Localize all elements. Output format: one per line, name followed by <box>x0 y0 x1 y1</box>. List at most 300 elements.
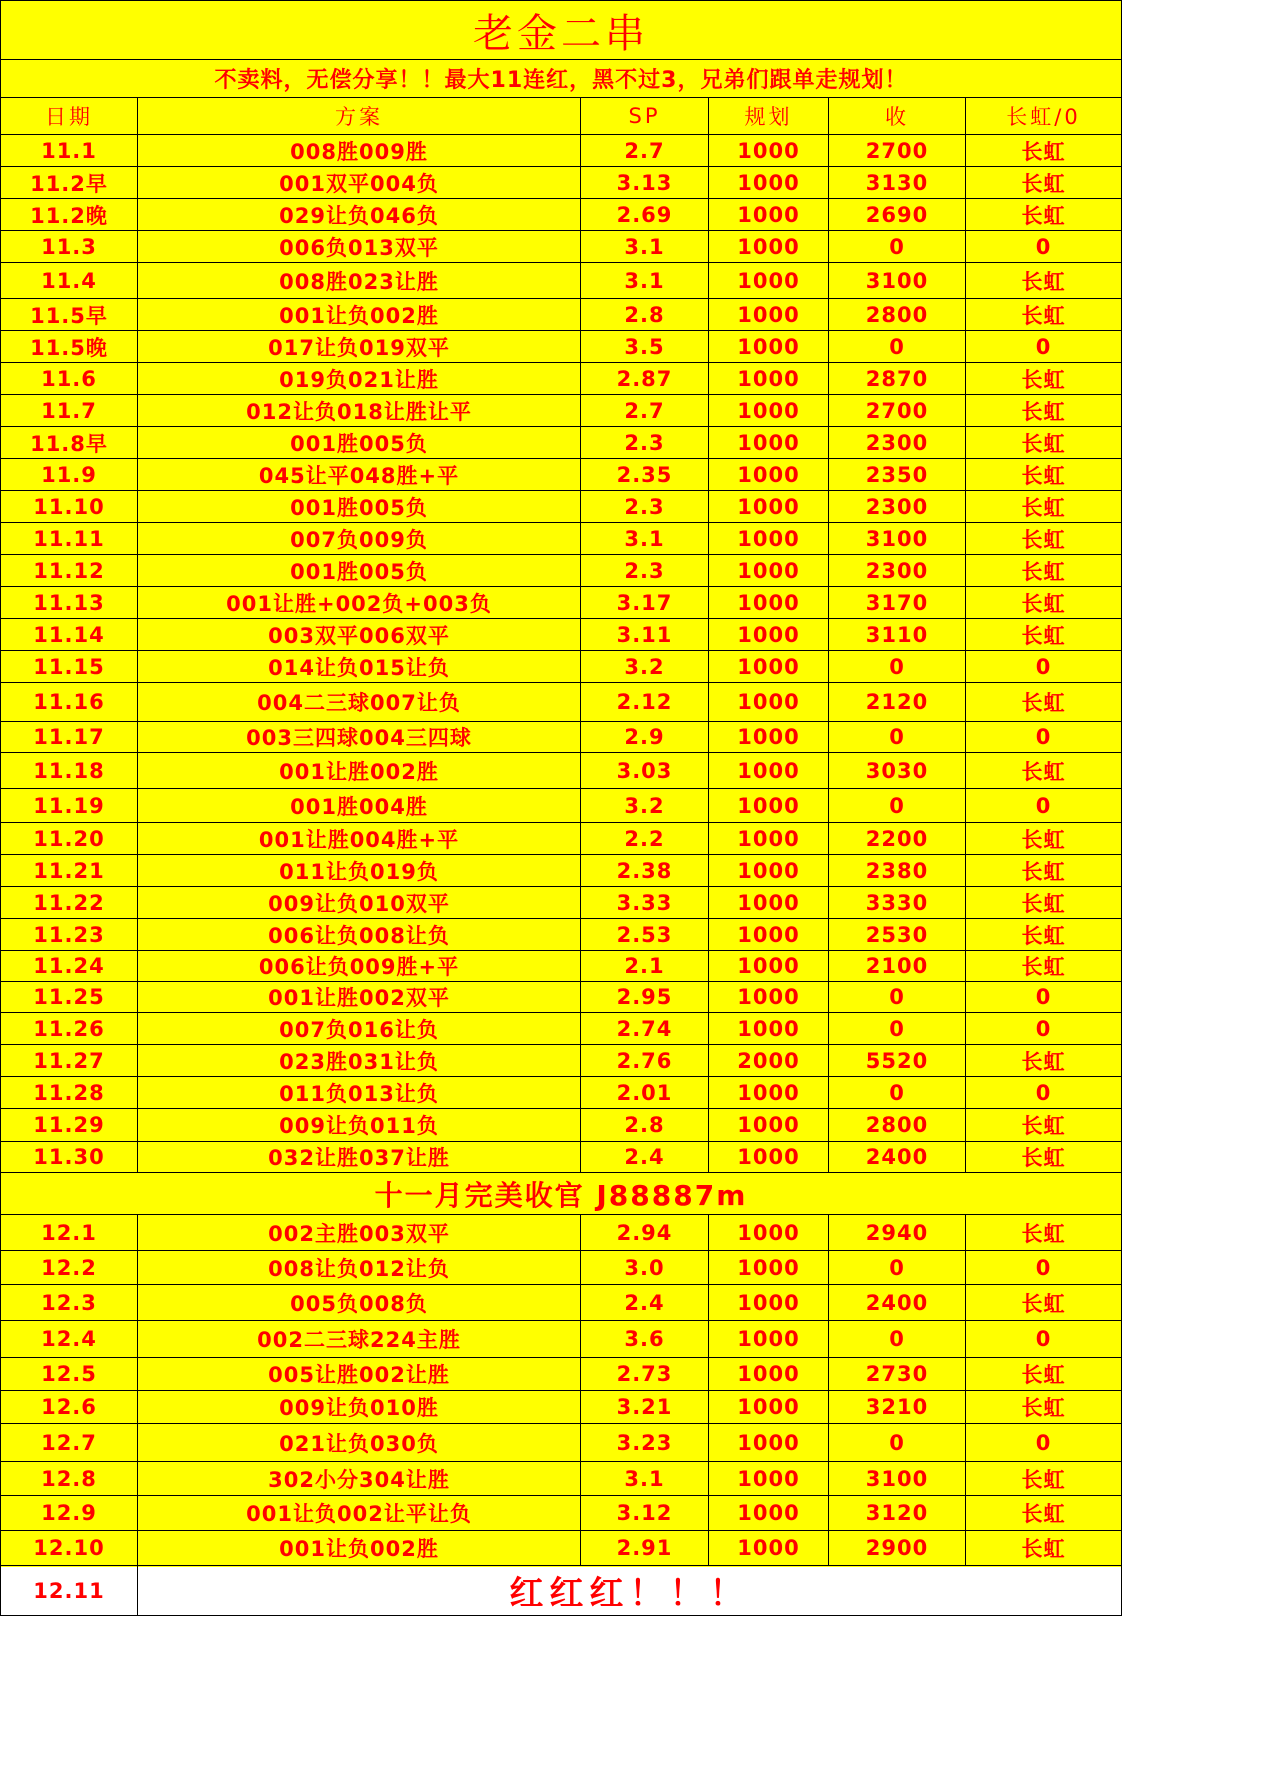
row-sp: 2.87 <box>581 363 709 395</box>
row-sp: 2.12 <box>581 683 709 722</box>
row-date: 11.23 <box>1 919 138 951</box>
row-result: 长虹 <box>966 299 1122 331</box>
row-plan: 001让胜+002负+003负 <box>138 587 581 619</box>
row-plan: 001双平004负 <box>138 167 581 199</box>
row-date: 12.5 <box>1 1358 138 1391</box>
row-date: 11.20 <box>1 823 138 855</box>
row-return: 0 <box>829 1321 966 1358</box>
row-date: 11.7 <box>1 395 138 427</box>
row-sp: 3.17 <box>581 587 709 619</box>
row-plan: 008胜009胜 <box>138 135 581 167</box>
row-date: 12.4 <box>1 1321 138 1358</box>
row-plan: 005让胜002让胜 <box>138 1358 581 1391</box>
row-stake: 1000 <box>709 753 829 789</box>
row-date: 11.29 <box>1 1109 138 1142</box>
row-sp: 3.1 <box>581 523 709 555</box>
row-plan: 045让平048胜+平 <box>138 459 581 491</box>
row-date: 11.2早 <box>1 167 138 199</box>
row-date: 11.11 <box>1 523 138 555</box>
row-date: 11.21 <box>1 855 138 887</box>
row-sp: 2.01 <box>581 1077 709 1109</box>
row-result: 长虹 <box>966 951 1122 982</box>
row-date: 11.22 <box>1 887 138 919</box>
row-return: 3330 <box>829 887 966 919</box>
row-result: 长虹 <box>966 1285 1122 1321</box>
row-plan: 006负013双平 <box>138 231 581 263</box>
table-row <box>1 887 1122 919</box>
row-result: 0 <box>966 1424 1122 1462</box>
row-stake: 1000 <box>709 1251 829 1285</box>
row-result: 长虹 <box>966 523 1122 555</box>
table-row <box>1 919 1122 951</box>
row-date: 11.13 <box>1 587 138 619</box>
row-date: 11.15 <box>1 651 138 683</box>
row-sp: 2.76 <box>581 1045 709 1077</box>
row-stake: 1000 <box>709 199 829 231</box>
row-sp: 3.13 <box>581 167 709 199</box>
row-plan: 003三四球004三四球 <box>138 722 581 753</box>
row-date: 11.16 <box>1 683 138 722</box>
row-date: 12.10 <box>1 1531 138 1566</box>
row-stake: 1000 <box>709 1013 829 1045</box>
row-result: 长虹 <box>966 135 1122 167</box>
row-result: 长虹 <box>966 1109 1122 1142</box>
row-sp: 2.7 <box>581 135 709 167</box>
row-return: 2120 <box>829 683 966 722</box>
row-result: 0 <box>966 722 1122 753</box>
row-plan: 009让负011负 <box>138 1109 581 1142</box>
header-result: 长虹/0 <box>966 98 1122 135</box>
row-sp: 2.74 <box>581 1013 709 1045</box>
row-stake: 1000 <box>709 1424 829 1462</box>
table-row <box>1 459 1122 491</box>
final-cheer: 红红红！！！ <box>138 1566 1122 1616</box>
row-date: 11.24 <box>1 951 138 982</box>
summary-text: 十一月完美收官 <box>374 1178 597 1212</box>
row-date: 11.12 <box>1 555 138 587</box>
table-row <box>1 1462 1122 1496</box>
row-return: 2200 <box>829 823 966 855</box>
row-result: 0 <box>966 231 1122 263</box>
row-date: 11.4 <box>1 263 138 299</box>
row-result: 长虹 <box>966 1045 1122 1077</box>
row-return: 2400 <box>829 1285 966 1321</box>
row-stake: 1000 <box>709 722 829 753</box>
row-plan: 009让负010胜 <box>138 1391 581 1424</box>
row-return: 3170 <box>829 587 966 619</box>
row-stake: 1000 <box>709 1358 829 1391</box>
row-result: 长虹 <box>966 1215 1122 1251</box>
header-date: 日期 <box>1 98 138 135</box>
row-sp: 3.12 <box>581 1496 709 1531</box>
table-row <box>1 587 1122 619</box>
row-return: 0 <box>829 651 966 683</box>
row-plan: 001让胜004胜+平 <box>138 823 581 855</box>
row-sp: 2.3 <box>581 555 709 587</box>
row-date: 12.3 <box>1 1285 138 1321</box>
row-return: 2730 <box>829 1358 966 1391</box>
row-plan: 006让负009胜+平 <box>138 951 581 982</box>
row-sp: 3.23 <box>581 1424 709 1462</box>
row-stake: 1000 <box>709 683 829 722</box>
row-stake: 1000 <box>709 919 829 951</box>
row-sp: 3.6 <box>581 1321 709 1358</box>
table-row <box>1 753 1122 789</box>
row-result: 长虹 <box>966 555 1122 587</box>
table-row <box>1 167 1122 199</box>
row-plan: 003双平006双平 <box>138 619 581 651</box>
row-sp: 2.38 <box>581 855 709 887</box>
row-stake: 1000 <box>709 263 829 299</box>
row-plan: 001让胜002胜 <box>138 753 581 789</box>
row-stake: 1000 <box>709 1321 829 1358</box>
row-sp: 3.1 <box>581 231 709 263</box>
row-plan: 008胜023让胜 <box>138 263 581 299</box>
row-plan: 023胜031让负 <box>138 1045 581 1077</box>
table-row <box>1 555 1122 587</box>
table-row <box>1 982 1122 1013</box>
table-row <box>1 1013 1122 1045</box>
row-date: 11.25 <box>1 982 138 1013</box>
row-result: 0 <box>966 982 1122 1013</box>
row-date: 11.19 <box>1 789 138 823</box>
row-sp: 2.8 <box>581 299 709 331</box>
table-row <box>1 1531 1122 1566</box>
row-plan: 005负008负 <box>138 1285 581 1321</box>
table-row <box>1 263 1122 299</box>
row-plan: 001胜005负 <box>138 427 581 459</box>
row-sp: 3.1 <box>581 263 709 299</box>
header-plan: 方案 <box>138 98 581 135</box>
row-plan: 002二三球224主胜 <box>138 1321 581 1358</box>
table-row <box>1 427 1122 459</box>
row-stake: 1000 <box>709 395 829 427</box>
row-sp: 2.53 <box>581 919 709 951</box>
row-result: 长虹 <box>966 491 1122 523</box>
table-row <box>1 363 1122 395</box>
row-return: 2800 <box>829 1109 966 1142</box>
row-result: 长虹 <box>966 1142 1122 1173</box>
row-return: 3120 <box>829 1496 966 1531</box>
row-date: 11.3 <box>1 231 138 263</box>
row-date: 12.2 <box>1 1251 138 1285</box>
row-stake: 1000 <box>709 363 829 395</box>
row-plan: 011让负019负 <box>138 855 581 887</box>
row-result: 长虹 <box>966 823 1122 855</box>
row-stake: 1000 <box>709 789 829 823</box>
row-sp: 3.2 <box>581 789 709 823</box>
row-plan: 001胜004胜 <box>138 789 581 823</box>
row-return: 0 <box>829 1013 966 1045</box>
sheet-title: 老金二串 <box>1 1 1122 60</box>
table-row <box>1 1391 1122 1424</box>
row-stake: 1000 <box>709 951 829 982</box>
row-stake: 1000 <box>709 651 829 683</box>
row-return: 3100 <box>829 263 966 299</box>
row-stake: 1000 <box>709 491 829 523</box>
row-stake: 1000 <box>709 299 829 331</box>
row-return: 2100 <box>829 951 966 982</box>
row-result: 长虹 <box>966 363 1122 395</box>
row-date: 11.17 <box>1 722 138 753</box>
row-plan: 001让胜002双平 <box>138 982 581 1013</box>
row-stake: 1000 <box>709 523 829 555</box>
row-return: 2700 <box>829 135 966 167</box>
row-stake: 1000 <box>709 135 829 167</box>
table-row <box>1 1215 1122 1251</box>
row-sp: 3.2 <box>581 651 709 683</box>
row-stake: 2000 <box>709 1045 829 1077</box>
row-return: 3100 <box>829 1462 966 1496</box>
table-row <box>1 855 1122 887</box>
row-return: 2400 <box>829 1142 966 1173</box>
table-row <box>1 523 1122 555</box>
row-stake: 1000 <box>709 427 829 459</box>
row-return: 0 <box>829 1251 966 1285</box>
row-return: 2870 <box>829 363 966 395</box>
row-plan: 007负016让负 <box>138 1013 581 1045</box>
table-row <box>1 1045 1122 1077</box>
row-return: 0 <box>829 231 966 263</box>
row-date: 12.6 <box>1 1391 138 1424</box>
table-row <box>1 1077 1122 1109</box>
row-return: 0 <box>829 722 966 753</box>
row-date: 11.6 <box>1 363 138 395</box>
table-row <box>1 135 1122 167</box>
row-return: 2300 <box>829 491 966 523</box>
row-plan: 001让负002胜 <box>138 299 581 331</box>
row-return: 3130 <box>829 167 966 199</box>
table-row <box>1 199 1122 231</box>
row-result: 长虹 <box>966 1391 1122 1424</box>
row-date: 11.1 <box>1 135 138 167</box>
row-result: 长虹 <box>966 919 1122 951</box>
row-sp: 2.91 <box>581 1531 709 1566</box>
row-return: 2300 <box>829 427 966 459</box>
row-return: 5520 <box>829 1045 966 1077</box>
row-plan: 012让负018让胜让平 <box>138 395 581 427</box>
row-return: 3030 <box>829 753 966 789</box>
row-result: 0 <box>966 1251 1122 1285</box>
summary-code: J88887m <box>596 1178 748 1212</box>
row-result: 长虹 <box>966 1358 1122 1391</box>
row-plan: 019负021让胜 <box>138 363 581 395</box>
row-result: 0 <box>966 331 1122 363</box>
table-row <box>1 299 1122 331</box>
row-sp: 2.1 <box>581 951 709 982</box>
header-stake: 规划 <box>709 98 829 135</box>
row-return: 3210 <box>829 1391 966 1424</box>
table-row <box>1 1285 1122 1321</box>
row-stake: 1000 <box>709 1077 829 1109</box>
row-return: 2690 <box>829 199 966 231</box>
row-result: 长虹 <box>966 587 1122 619</box>
row-return: 0 <box>829 982 966 1013</box>
row-sp: 3.0 <box>581 1251 709 1285</box>
row-stake: 1000 <box>709 887 829 919</box>
row-date: 12.11 <box>1 1566 138 1616</box>
summary-row <box>1 1173 1122 1215</box>
row-sp: 3.03 <box>581 753 709 789</box>
row-plan: 017让负019双平 <box>138 331 581 363</box>
row-result: 长虹 <box>966 199 1122 231</box>
row-sp: 3.1 <box>581 1462 709 1496</box>
row-plan: 004二三球007让负 <box>138 683 581 722</box>
row-sp: 2.4 <box>581 1142 709 1173</box>
row-result: 长虹 <box>966 427 1122 459</box>
row-date: 12.1 <box>1 1215 138 1251</box>
row-result: 长虹 <box>966 263 1122 299</box>
table-row <box>1 683 1122 722</box>
row-result: 长虹 <box>966 619 1122 651</box>
table-row <box>1 491 1122 523</box>
row-result: 长虹 <box>966 887 1122 919</box>
row-plan: 001让负002胜 <box>138 1531 581 1566</box>
row-result: 0 <box>966 789 1122 823</box>
row-stake: 1000 <box>709 1531 829 1566</box>
row-stake: 1000 <box>709 1215 829 1251</box>
row-sp: 2.3 <box>581 491 709 523</box>
table-row <box>1 619 1122 651</box>
row-date: 11.30 <box>1 1142 138 1173</box>
row-return: 2800 <box>829 299 966 331</box>
row-result: 长虹 <box>966 395 1122 427</box>
table-row <box>1 823 1122 855</box>
row-stake: 1000 <box>709 1496 829 1531</box>
table-row <box>1 1358 1122 1391</box>
row-result: 0 <box>966 651 1122 683</box>
row-result: 0 <box>966 1321 1122 1358</box>
row-plan: 007负009负 <box>138 523 581 555</box>
row-sp: 2.69 <box>581 199 709 231</box>
row-stake: 1000 <box>709 231 829 263</box>
row-return: 2350 <box>829 459 966 491</box>
row-return: 2900 <box>829 1531 966 1566</box>
row-plan: 001让负002让平让负 <box>138 1496 581 1531</box>
row-return: 0 <box>829 1077 966 1109</box>
row-return: 0 <box>829 789 966 823</box>
final-row <box>1 1566 1122 1616</box>
row-sp: 2.8 <box>581 1109 709 1142</box>
row-plan: 006让负008让负 <box>138 919 581 951</box>
row-sp: 2.3 <box>581 427 709 459</box>
row-stake: 1000 <box>709 1285 829 1321</box>
row-result: 长虹 <box>966 459 1122 491</box>
row-stake: 1000 <box>709 855 829 887</box>
row-date: 11.10 <box>1 491 138 523</box>
table-row <box>1 651 1122 683</box>
row-return: 2300 <box>829 555 966 587</box>
row-date: 12.8 <box>1 1462 138 1496</box>
row-date: 11.28 <box>1 1077 138 1109</box>
row-date: 12.9 <box>1 1496 138 1531</box>
row-return: 2380 <box>829 855 966 887</box>
row-plan: 001胜005负 <box>138 491 581 523</box>
table-row <box>1 231 1122 263</box>
table-row <box>1 1142 1122 1173</box>
row-sp: 2.73 <box>581 1358 709 1391</box>
row-result: 长虹 <box>966 1496 1122 1531</box>
header-return: 收 <box>829 98 966 135</box>
row-return: 2530 <box>829 919 966 951</box>
row-plan: 032让胜037让胜 <box>138 1142 581 1173</box>
table-row <box>1 1424 1122 1462</box>
table-row <box>1 789 1122 823</box>
header-sp: SP <box>581 98 709 135</box>
table-row <box>1 395 1122 427</box>
table-row <box>1 1496 1122 1531</box>
slogan-banner: 不卖料，无偿分享！！最大11连红，黑不过3，兄弟们跟单走规划！ <box>1 60 1122 98</box>
row-stake: 1000 <box>709 1391 829 1424</box>
row-sp: 3.5 <box>581 331 709 363</box>
row-stake: 1000 <box>709 587 829 619</box>
row-stake: 1000 <box>709 1109 829 1142</box>
row-date: 11.8早 <box>1 427 138 459</box>
row-plan: 029让负046负 <box>138 199 581 231</box>
row-result: 长虹 <box>966 1462 1122 1496</box>
row-plan: 014让负015让负 <box>138 651 581 683</box>
row-result: 长虹 <box>966 683 1122 722</box>
table-row <box>1 331 1122 363</box>
column-header-row <box>1 98 1122 135</box>
row-plan: 002主胜003双平 <box>138 1215 581 1251</box>
row-stake: 1000 <box>709 555 829 587</box>
row-date: 11.18 <box>1 753 138 789</box>
row-result: 长虹 <box>966 167 1122 199</box>
row-result: 0 <box>966 1013 1122 1045</box>
row-sp: 2.35 <box>581 459 709 491</box>
row-sp: 2.95 <box>581 982 709 1013</box>
row-return: 3110 <box>829 619 966 651</box>
row-date: 11.2晚 <box>1 199 138 231</box>
summary-cell <box>1 1173 1122 1215</box>
table-row <box>1 951 1122 982</box>
row-date: 11.26 <box>1 1013 138 1045</box>
row-stake: 1000 <box>709 823 829 855</box>
row-plan: 302小分304让胜 <box>138 1462 581 1496</box>
row-result: 长虹 <box>966 855 1122 887</box>
row-result: 长虹 <box>966 1531 1122 1566</box>
row-date: 11.5早 <box>1 299 138 331</box>
table-row <box>1 1321 1122 1358</box>
row-result: 长虹 <box>966 753 1122 789</box>
row-date: 11.27 <box>1 1045 138 1077</box>
row-plan: 008让负012让负 <box>138 1251 581 1285</box>
table-row <box>1 1251 1122 1285</box>
row-plan: 009让负010双平 <box>138 887 581 919</box>
row-plan: 001胜005负 <box>138 555 581 587</box>
row-sp: 2.9 <box>581 722 709 753</box>
row-return: 2700 <box>829 395 966 427</box>
row-result: 0 <box>966 1077 1122 1109</box>
row-return: 2940 <box>829 1215 966 1251</box>
row-return: 0 <box>829 1424 966 1462</box>
row-sp: 3.11 <box>581 619 709 651</box>
row-date: 11.5晚 <box>1 331 138 363</box>
row-return: 0 <box>829 331 966 363</box>
row-sp: 3.21 <box>581 1391 709 1424</box>
row-plan: 011负013让负 <box>138 1077 581 1109</box>
row-stake: 1000 <box>709 459 829 491</box>
row-sp: 2.4 <box>581 1285 709 1321</box>
row-date: 12.7 <box>1 1424 138 1462</box>
row-return: 3100 <box>829 523 966 555</box>
row-stake: 1000 <box>709 982 829 1013</box>
row-stake: 1000 <box>709 1142 829 1173</box>
row-sp: 2.7 <box>581 395 709 427</box>
row-date: 11.14 <box>1 619 138 651</box>
row-stake: 1000 <box>709 619 829 651</box>
